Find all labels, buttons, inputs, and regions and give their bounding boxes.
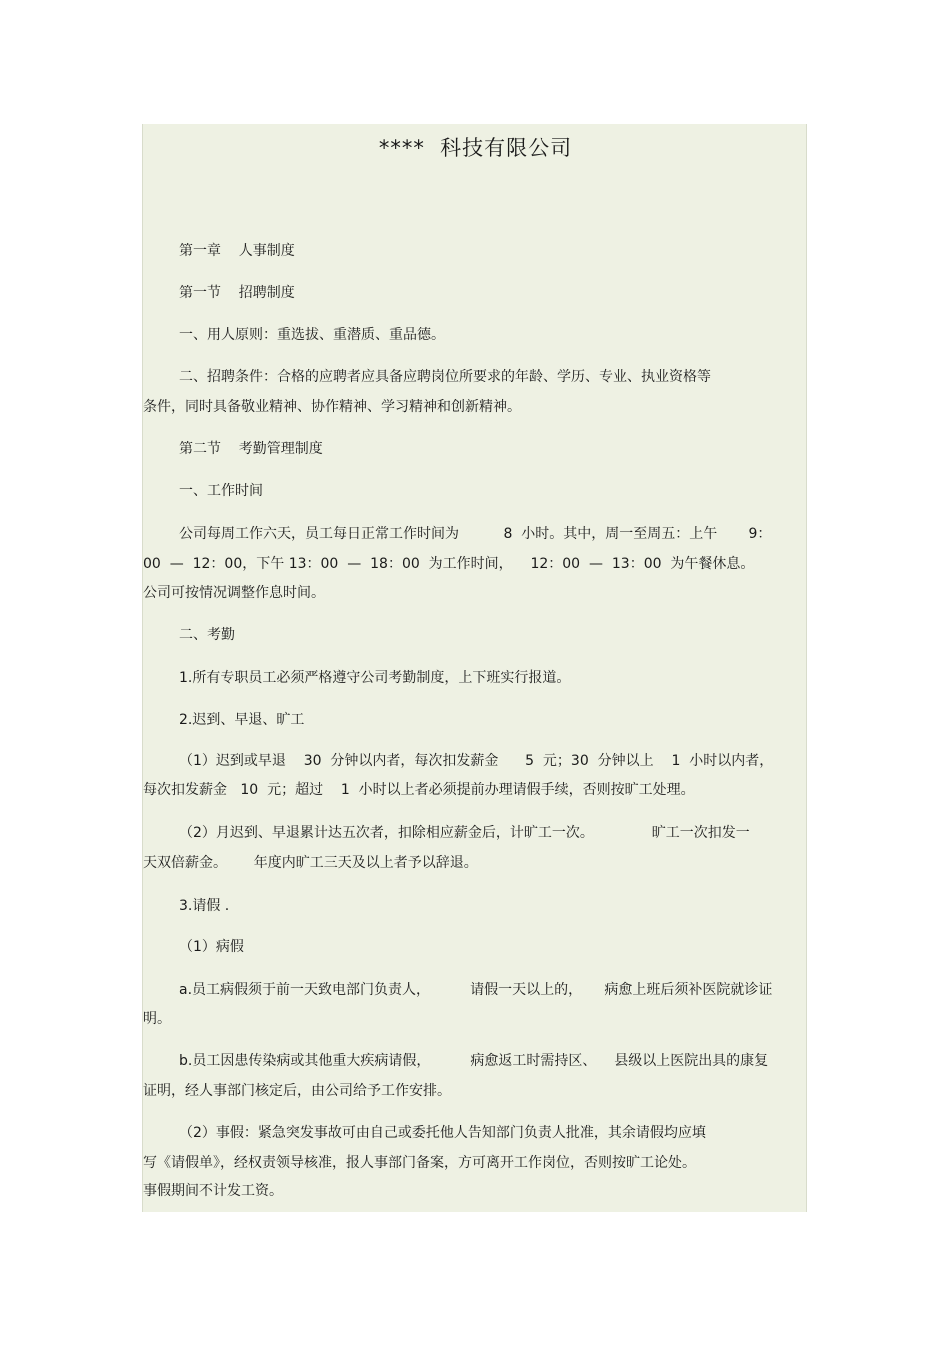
document-title: **** 科技有限公司: [378, 136, 573, 160]
paragraph: 条件，同时具备敬业精神、协作精神、学习精神和创新精神。: [143, 399, 521, 415]
subsection-heading: 二、考勤: [179, 627, 235, 643]
section-heading: 第一节 招聘制度: [179, 285, 295, 301]
paragraph: 公司每周工作六天，员工每日正常工作时间为 8 小时。其中，周一至周五：上午 9：: [179, 526, 772, 542]
list-item: 1.所有专职员工必须严格遵守公司考勤制度，上下班实行报道。: [179, 670, 571, 686]
paragraph: 公司可按情况调整作息时间。: [143, 585, 325, 601]
paragraph: 00 — 12：00，下午 13：00 — 18：00 为工作时间， 12：00 — 13：00 为午餐休息。: [143, 556, 755, 572]
list-item: 3.请假 .: [179, 898, 230, 914]
subsection-heading: （1）病假: [179, 939, 244, 955]
paragraph: 明。: [143, 1011, 171, 1027]
paragraph: 写《请假单》，经权责领导核准，报人事部门备案，方可离开工作岗位，否则按旷工论处。: [143, 1155, 696, 1171]
section-heading: 第二节 考勤管理制度: [179, 441, 323, 457]
paragraph: 天双倍薪金。 年度内旷工三天及以上者予以辞退。: [143, 855, 478, 871]
paragraph: 二、招聘条件：合格的应聘者应具备应聘岗位所要求的年龄、学历、专业、执业资格等: [179, 369, 711, 385]
chapter-heading: 第一章 人事制度: [179, 243, 295, 259]
paragraph: （2）事假：紧急突发事故可由自己或委托他人告知部门负责人批准，其余请假均应填: [179, 1125, 706, 1141]
paragraph: 证明，经人事部门核定后，由公司给予工作安排。: [143, 1083, 451, 1099]
document-page: [142, 124, 807, 1212]
paragraph: a.员工病假须于前一天致电部门负责人， 请假一天以上的， 病愈上班后须补医院就诊证: [179, 982, 773, 998]
paragraph: 每次扣发薪金 10 元；超过 1 小时以上者必须提前办理请假手续，否则按旷工处理。: [143, 782, 695, 798]
paragraph: 一、用人原则：重选拔、重潜质、重品德。: [179, 327, 445, 343]
paragraph: （2）月迟到、早退累计达五次者，扣除相应薪金后，计旷工一次。 旷工一次扣发一: [179, 825, 750, 841]
paragraph: （1）迟到或早退 30 分钟以内者，每次扣发薪金 5 元；30 分钟以上 1 小时以内者，: [179, 753, 774, 769]
list-item: 2.迟到、早退、旷工: [179, 712, 305, 728]
paragraph: 事假期间不计发工资。: [143, 1183, 283, 1199]
paragraph: b.员工因患传染病或其他重大疾病请假， 病愈返工时需持区、 县级以上医院出具的康复: [179, 1053, 769, 1069]
subsection-heading: 一、工作时间: [179, 483, 263, 499]
